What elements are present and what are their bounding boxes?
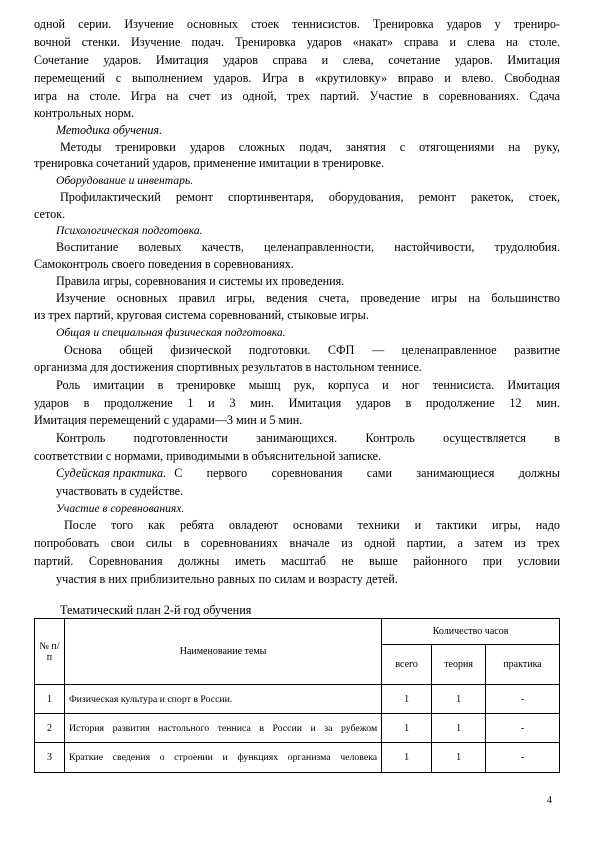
text-line [56, 466, 560, 481]
row-theory: 1 [432, 685, 486, 714]
header-num: № п/п [35, 619, 65, 685]
text-line: Профилактический ремонт спортинвентаря, оборудования, ремонт ракеток, стоек, [60, 190, 560, 204]
text-line: тренировка сочетаний ударов, применение имитации в тренировке. [34, 156, 385, 170]
row-practice: - [486, 743, 560, 773]
row-practice: - [486, 714, 560, 743]
row-topic-cell [64, 743, 381, 773]
row-topic: Физическая культура и спорт в России. [64, 685, 381, 714]
text-line: Контроль подготовленности занимающихся. Контроль осуществляется в [56, 431, 560, 445]
table-row [35, 685, 560, 714]
table-header-row [35, 619, 560, 645]
text-line: попробовать свои силы в соревнованиях вначале из одной партии, а затем из трех [34, 536, 560, 550]
row-theory: 1 [432, 714, 486, 743]
text-line: игра на столе. Игра на счет из одной, трех партий. Участие в соревнованиях. Сдача [34, 89, 560, 103]
table-row [35, 714, 560, 743]
section-heading: Оборудование и инвентарь. [56, 174, 194, 187]
section-heading: Психологическая подготовка. [56, 224, 203, 237]
text-line: Имитация перемещений с ударами—3 мин и 5 мин. [34, 413, 303, 427]
row-theory: 1 [432, 743, 486, 773]
thematic-plan-table [34, 618, 560, 773]
text-line: контрольных норм. [34, 106, 135, 120]
text-line: сеток. [34, 207, 66, 221]
text-line: Правила игры, соревнования и системы их проведения. [56, 274, 345, 288]
text-line: Изучение основных правил игры, ведения счета, проведение игры на большинство [56, 291, 560, 305]
text-line: одной серии. Изучение основных стоек теннисистов. Тренировка ударов у трениро- [34, 17, 560, 31]
text-line: участия в них приблизительно равных по силам и возрасту детей. [56, 572, 398, 586]
row-num: 1 [35, 685, 65, 714]
section-heading: Методика обучения. [56, 123, 163, 137]
text-line: Сочетание ударов. Имитация ударов справа и слева, сочетание ударов. Имитация [34, 53, 560, 67]
text-line: Роль имитации в тренировке мышц рук, корпуса и ног теннисиста. Имитация [56, 378, 560, 392]
header-practice: практика [486, 645, 560, 685]
text-line: участвовать в судействе. [56, 484, 184, 498]
row-total: 1 [382, 714, 432, 743]
text-line: из трех партий, круговая система соревнований, стыковые игры. [34, 308, 369, 322]
text-line: Воспитание волевых качеств, целенаправленности, настойчивости, трудолюбия. [56, 240, 560, 254]
row-num: 2 [35, 714, 65, 743]
row-total: 1 [382, 685, 432, 714]
text-line: Основа общей физической подготовки. СФП — целенаправленное развитие [64, 343, 560, 357]
row-topic: Краткие сведения о строении и функциях организма человека [68, 751, 378, 763]
text-line: соответствии с нормами, приводимыми в объяснительной записке. [34, 449, 382, 463]
text-line: вочной стенки. Изучение подач. Тренировка ударов «накат» справа и слева на столе. [34, 35, 560, 49]
section-heading: Участие в соревнованиях. [56, 502, 185, 515]
text-line: партий. Соревнования должны иметь масштаб не выше районного при условии [34, 554, 560, 568]
table-row [35, 743, 560, 773]
text-line: После того как ребята овладеют основами техники и тактики игры, надо [64, 518, 560, 532]
row-num: 3 [35, 743, 65, 773]
text-line: Самоконтроль своего поведения в соревнованиях. [34, 257, 294, 271]
header-theory: теория [432, 645, 486, 685]
section-heading: Общая и специальная физическая подготовка. [56, 326, 286, 339]
text-line: Методы тренировки ударов сложных подач, занятия с отягощениями на руку, [60, 140, 560, 154]
header-hours: Количество часов [382, 619, 560, 645]
table-caption: Тематический план 2-й год обучения [60, 603, 252, 617]
row-topic-cell [64, 714, 381, 743]
header-total: всего [382, 645, 432, 685]
row-total: 1 [382, 743, 432, 773]
row-practice: - [486, 685, 560, 714]
text-line: перемещений с выполнением ударов. Игра в «крутиловку» вправо и влево. Свободная [34, 71, 560, 85]
row-topic: История развития настольного тенниса в России и за рубежом [68, 722, 378, 734]
text-line: ударов в продолжение 1 и 3 мин. Имитация ударов в продолжение 12 мин. [34, 396, 560, 410]
header-topic: Наименование темы [64, 619, 381, 685]
text-line: С первого соревнования сами занимающиеся должны [174, 466, 560, 480]
section-heading: Судейская практика. [56, 466, 167, 480]
text-line: организма для достижения спортивных результатов в настольном теннисе. [34, 360, 422, 374]
page-number: 4 [547, 795, 552, 806]
